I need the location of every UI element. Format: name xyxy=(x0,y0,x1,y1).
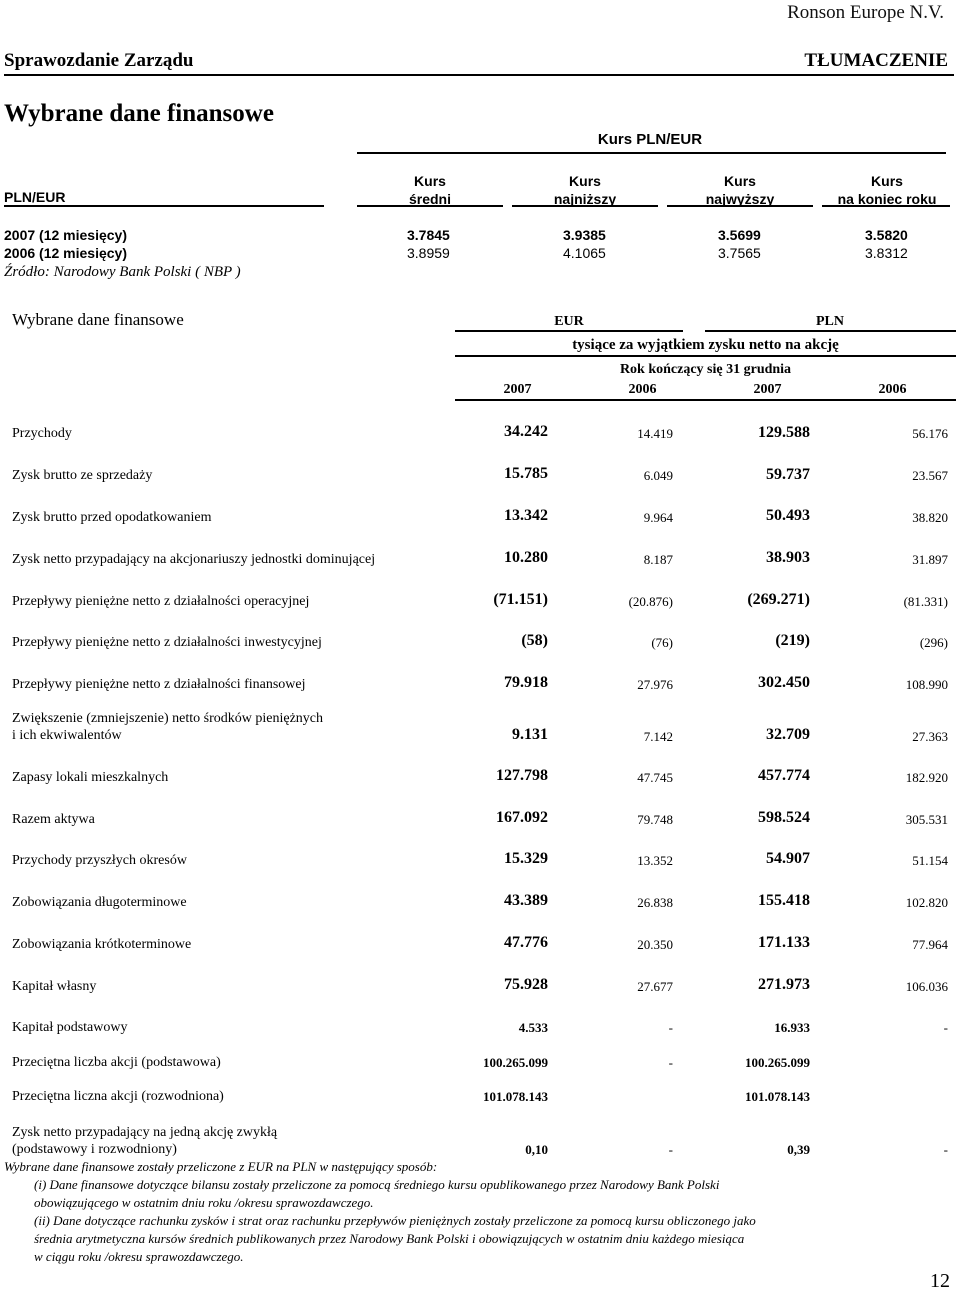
rate-col-header-line1: Kurs xyxy=(569,173,601,189)
value-pln-2006: 305.531 xyxy=(905,812,948,827)
value-pln-2007: 457.774 xyxy=(758,767,810,784)
rate-col-header xyxy=(510,172,660,208)
value-eur-2006: 27.976 xyxy=(637,677,673,692)
value-eur-2007: 9.131 xyxy=(512,726,548,743)
value-eur-2006: 7.142 xyxy=(643,729,673,744)
rate-value: 3.8959 xyxy=(407,245,450,261)
row-label: i ich ekwiwalentów xyxy=(12,728,122,743)
rate-value: 3.7845 xyxy=(407,227,450,243)
row-label: Przychody xyxy=(12,426,72,441)
value-pln-2007: 50.493 xyxy=(766,507,810,524)
value-eur-2007: 10.280 xyxy=(504,549,548,566)
value-eur-2006: 14.419 xyxy=(637,426,673,441)
value-eur-2006: 79.748 xyxy=(637,812,673,827)
rate-col-header-line1: Kurs xyxy=(414,173,446,189)
rate-col-header-line2: na koniec roku xyxy=(837,191,937,207)
row-label: Zysk brutto przed opodatkowaniem xyxy=(12,510,212,525)
rate-header-rule xyxy=(822,205,950,207)
row-label: (podstawowy i rozwodniony) xyxy=(12,1142,177,1157)
rate-source-note: Źródło: Narodowy Bank Polski ( NBP ) xyxy=(4,264,241,280)
note-ii-line1: (ii) Dane dotyczące rachunku zysków i strat oraz rachunku przepływów pieniężnych zostały przeliczone za pomocą kursu obliczonego jako xyxy=(34,1213,756,1228)
value-pln-2007: 16.933 xyxy=(774,1020,810,1035)
rate-header-rule xyxy=(667,205,813,207)
value-pln-2007: 54.907 xyxy=(766,850,810,867)
value-eur-2007: 34.242 xyxy=(504,423,548,440)
value-pln-2007: 38.903 xyxy=(766,549,810,566)
rate-col-header-line1: Kurs xyxy=(724,173,756,189)
value-pln-2006: 51.154 xyxy=(912,853,948,868)
value-pln-2007: 598.524 xyxy=(758,809,810,826)
value-pln-2006: 27.363 xyxy=(912,729,948,744)
currency-eur-rule xyxy=(455,330,683,332)
rate-col-header-line2: najwyższy xyxy=(705,191,775,207)
value-pln-2007: 32.709 xyxy=(766,726,810,743)
report-title: Sprawozdanie Zarządu xyxy=(4,50,194,71)
year-header: 2006 xyxy=(878,382,907,397)
value-eur-2007: 75.928 xyxy=(504,976,548,993)
row-label: Zysk brutto ze sprzedaży xyxy=(12,468,153,483)
value-eur-2007: 167.092 xyxy=(496,809,548,826)
period-note: Rok kończący się 31 grudnia xyxy=(619,362,792,377)
value-pln-2006: 77.964 xyxy=(912,937,948,952)
value-pln-2007: 101.078.143 xyxy=(745,1089,810,1104)
unit-note: tysiące za wyjątkiem zysku netto na akcję xyxy=(572,337,839,353)
row-label: Przepływy pieniężne netto z działalności inwestycyjnej xyxy=(12,635,322,650)
currency-eur-header: EUR xyxy=(554,314,584,329)
exchange-rate-caption-rule xyxy=(357,152,946,154)
value-pln-2007: 59.737 xyxy=(766,466,810,483)
row-label: Zobowiązania długoterminowe xyxy=(12,895,187,910)
value-pln-2006: - xyxy=(943,1020,948,1035)
row-label: Przepływy pieniężne netto z działalności finansowej xyxy=(12,677,306,692)
value-pln-2007: 129.588 xyxy=(758,424,810,441)
rate-value: 4.1065 xyxy=(563,245,606,261)
value-pln-2006: - xyxy=(943,1142,948,1157)
value-pln-2006: 38.820 xyxy=(912,510,948,525)
year-header: 2007 xyxy=(503,382,532,397)
year-header: 2007 xyxy=(753,382,782,397)
company-name: Ronson Europe N.V. xyxy=(787,2,944,23)
row-label: Zapasy lokali mieszkalnych xyxy=(12,770,169,785)
rate-col-header xyxy=(355,172,505,208)
rate-col-label: PLN/EUR xyxy=(4,189,66,205)
value-eur-2006: - xyxy=(668,1055,673,1070)
row-label: Kapitał własny xyxy=(12,979,97,994)
rate-value: 3.5820 xyxy=(865,227,908,243)
page-title: Wybrane dane finansowe xyxy=(4,100,274,127)
value-eur-2006: - xyxy=(668,1142,673,1157)
value-eur-2006: 9.964 xyxy=(643,510,673,525)
row-label: Przeciętna liczna akcji (rozwodniona) xyxy=(12,1089,224,1104)
notes-intro: Wybrane dane finansowe zostały przeliczone z EUR na PLN w następujący sposób: xyxy=(4,1159,438,1174)
value-pln-2006: (81.331) xyxy=(903,594,948,609)
note-ii-line2: średnia arytmetyczna kursów średnich publikowanych przez Narodowy Bank Polski i obowiązujących w ostatnim dniu każdego miesiąca xyxy=(34,1231,745,1246)
value-pln-2007: (269.271) xyxy=(747,591,810,608)
value-eur-2007: 15.785 xyxy=(504,465,548,482)
value-pln-2007: 0,39 xyxy=(787,1142,810,1157)
value-eur-2006: 27.677 xyxy=(637,979,673,994)
rate-value: 3.8312 xyxy=(865,245,908,261)
row-label: Zysk netto przypadający na akcjonariuszy jednostki dominującej xyxy=(12,552,376,567)
value-eur-2007: 47.776 xyxy=(504,934,548,951)
value-eur-2007: 79.918 xyxy=(504,674,548,691)
row-label: Przychody przyszłych okresów xyxy=(12,853,187,868)
value-eur-2007: 4.533 xyxy=(518,1020,548,1035)
unit-note-rule xyxy=(455,355,956,357)
rate-row-label: 2007 (12 miesięcy) xyxy=(4,227,127,243)
value-pln-2006: 182.920 xyxy=(905,770,948,785)
value-eur-2006: - xyxy=(668,1020,673,1035)
translation-label: TŁUMACZENIE xyxy=(804,50,948,71)
value-eur-2007: 15.329 xyxy=(504,850,548,867)
note-ii-line3: w ciągu roku /okresu sprawozdawczego. xyxy=(34,1249,244,1264)
value-pln-2006: 108.990 xyxy=(905,677,948,692)
row-label-line1: Zwiększenie (zmniejszenie) netto środków pieniężnych xyxy=(12,711,323,726)
rate-col-header xyxy=(665,172,815,208)
value-pln-2007: 155.418 xyxy=(758,892,810,909)
value-pln-2006: 23.567 xyxy=(912,468,948,483)
rate-value: 3.9385 xyxy=(563,227,606,243)
row-label-line1: Zysk netto przypadający na jedną akcję zwykłą xyxy=(12,1125,278,1140)
rate-value: 3.5699 xyxy=(718,227,761,243)
value-eur-2006: (20.876) xyxy=(628,594,673,609)
value-eur-2007: 127.798 xyxy=(496,767,548,784)
rate-header-rule xyxy=(4,205,324,207)
value-eur-2007: 100.265.099 xyxy=(483,1055,548,1070)
rate-value: 3.7565 xyxy=(718,245,761,261)
value-pln-2007: 100.265.099 xyxy=(745,1055,810,1070)
value-pln-2006: 102.820 xyxy=(905,895,948,910)
value-pln-2006: 31.897 xyxy=(912,552,948,567)
value-eur-2006: 8.187 xyxy=(643,552,673,567)
value-eur-2007: 43.389 xyxy=(504,892,548,909)
rate-col-header xyxy=(820,172,954,208)
value-eur-2006: 47.745 xyxy=(637,770,673,785)
note-i-line1: (i) Dane finansowe dotyczące bilansu zostały przeliczone za pomocą średniego kursu opublikowanego przez Narodowy Bank Polski xyxy=(34,1177,720,1192)
value-pln-2006: 56.176 xyxy=(912,426,948,441)
value-pln-2007: 271.973 xyxy=(758,976,810,993)
currency-pln-rule xyxy=(705,330,956,332)
row-label: Przeciętna liczba akcji (podstawowa) xyxy=(12,1055,221,1070)
value-eur-2006: 13.352 xyxy=(637,853,673,868)
row-label: Przepływy pieniężne netto z działalności operacyjnej xyxy=(12,594,310,609)
rate-header-rule xyxy=(512,205,658,207)
value-pln-2006: 106.036 xyxy=(905,979,948,994)
value-eur-2006: 26.838 xyxy=(637,895,673,910)
rate-header-rule xyxy=(357,205,503,207)
header-divider xyxy=(4,74,954,76)
value-eur-2007: (58) xyxy=(521,632,548,649)
year-header: 2006 xyxy=(628,382,657,397)
value-eur-2006: (76) xyxy=(651,635,673,650)
selected-data-title: Wybrane dane finansowe xyxy=(12,310,184,329)
rate-row-label: 2006 (12 miesięcy) xyxy=(4,245,127,261)
value-eur-2007: 0,10 xyxy=(525,1142,548,1157)
value-pln-2007: 171.133 xyxy=(758,934,810,951)
rate-col-header-line1: Kurs xyxy=(871,173,903,189)
value-pln-2007: 302.450 xyxy=(758,674,810,691)
value-eur-2007: 13.342 xyxy=(504,507,548,524)
value-pln-2007: (219) xyxy=(775,632,810,649)
currency-pln-header: PLN xyxy=(816,314,844,329)
page-number: 12 xyxy=(930,1270,950,1292)
value-eur-2007: 101.078.143 xyxy=(483,1089,548,1104)
value-eur-2006: 20.350 xyxy=(637,937,673,952)
rate-col-header-line2: najniższy xyxy=(553,191,617,207)
note-i-line2: obowiązującego w ostatnim dniu roku /okresu sprawozdawczego. xyxy=(34,1195,374,1210)
rate-col-header-line2: średni xyxy=(408,191,451,207)
row-label: Razem aktywa xyxy=(12,812,95,827)
row-label: Zobowiązania krótkoterminowe xyxy=(12,937,192,952)
value-eur-2007: (71.151) xyxy=(493,591,548,608)
exchange-rate-caption: Kurs PLN/EUR xyxy=(597,131,703,148)
value-eur-2006: 6.049 xyxy=(643,468,673,483)
value-pln-2006: (296) xyxy=(919,635,948,650)
row-label: Kapitał podstawowy xyxy=(12,1020,128,1035)
year-header-rule xyxy=(455,399,956,401)
